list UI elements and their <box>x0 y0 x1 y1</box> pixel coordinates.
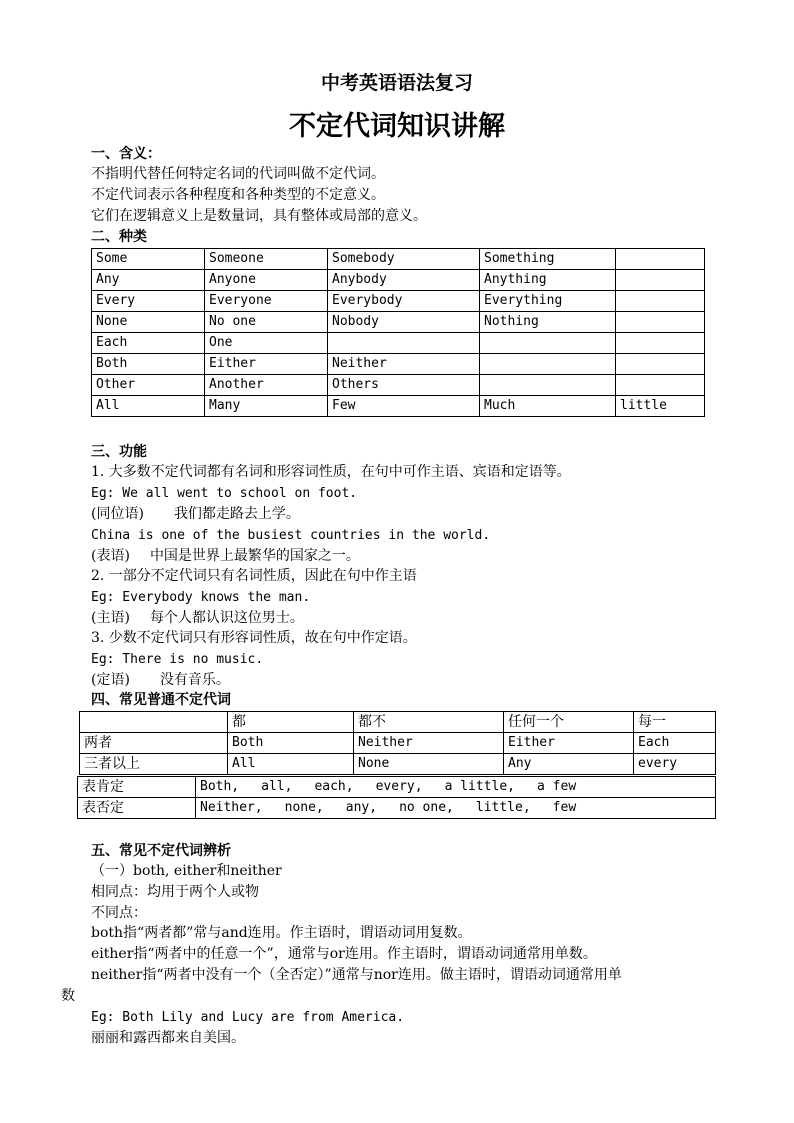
doc-subtitle: 不定代词知识讲解 <box>289 111 505 142</box>
affirm-label: 表肯定 <box>78 777 196 798</box>
table-cell: Somebody <box>328 249 480 270</box>
common-pronouns-body <box>80 712 716 775</box>
section4-heading: 四、常见普通不定代词 <box>91 692 231 708</box>
pronoun-types-table <box>91 248 705 417</box>
table-row <box>92 396 705 417</box>
table-cell: Each <box>92 333 205 354</box>
example-sentence: Eg: There is no music. <box>91 652 264 667</box>
negate-row <box>78 798 716 819</box>
function-point-1: 1. 大多数不定代词都有名词和形容词性质，在句中可作主语、宾语和定语等。 <box>91 464 571 480</box>
pronoun-word: little, <box>475 800 531 815</box>
table-cell: Either <box>504 733 634 754</box>
table-cell: Any <box>504 754 634 775</box>
example-chinese: 丽丽和露西都来自美国。 <box>91 1030 245 1046</box>
example-tag: (主语) <box>91 610 130 626</box>
table-cell: Everybody <box>328 291 480 312</box>
example-translation <box>91 670 230 691</box>
table-cell: No one <box>205 312 328 333</box>
example-translation <box>91 608 304 629</box>
table-row <box>92 270 705 291</box>
table-header-cell: 都 <box>228 712 354 733</box>
affirm-row <box>78 777 716 798</box>
pronoun-word: no one, <box>399 800 454 815</box>
section3-heading: 三、功能 <box>91 444 147 460</box>
table-cell: Anybody <box>328 270 480 291</box>
table-cell: Both <box>92 354 205 375</box>
pronoun-word: any, <box>345 800 378 815</box>
table-cell: Some <box>92 249 205 270</box>
table-cell: Either <box>205 354 328 375</box>
neither-explanation-cont: 数 <box>61 988 75 1004</box>
table-row <box>80 754 716 775</box>
example-sentence: Eg: Both Lily and Lucy are from America. <box>91 1010 405 1025</box>
pronoun-types-body <box>92 249 705 417</box>
pronoun-word: few <box>552 800 577 815</box>
pronoun-word: Both, <box>200 779 240 794</box>
doc-title: 中考英语语法复习 <box>320 72 473 94</box>
table-cell <box>328 333 480 354</box>
example-chinese: 我们都走路去上学。 <box>173 506 300 522</box>
either-explanation: either指“两者中的任意一个”，通常与or连用。作主语时，谓语动词通常用单数。 <box>91 946 597 962</box>
table-cell: Anything <box>480 270 616 291</box>
pronoun-word: every, <box>375 779 423 794</box>
table-cell: Anyone <box>205 270 328 291</box>
function-point-3: 3. 少数不定代词只有形容词性质，故在句中作定语。 <box>91 630 417 646</box>
common-pronouns-table <box>79 711 716 775</box>
pronoun-word: a little, <box>444 779 516 794</box>
table-cell <box>480 354 616 375</box>
both-explanation: both指“两者都”常与and连用。作主语时，谓语动词用复数。 <box>91 925 472 941</box>
table-cell: Another <box>205 375 328 396</box>
table-header-cell: 每一 <box>634 712 716 733</box>
table-cell: every <box>634 754 716 775</box>
table-header-cell <box>80 712 228 733</box>
table-cell: little <box>616 396 705 417</box>
example-sentence: China is one of the busiest countries in the world. <box>91 528 491 543</box>
example-chinese: 每个人都认识这位男士。 <box>149 610 304 626</box>
example-translation <box>91 504 300 525</box>
example-tag: (同位语) <box>91 506 144 522</box>
table-header-cell: 都不 <box>354 712 504 733</box>
table-cell <box>616 249 705 270</box>
similarity-text: 相同点：均用于两个人或物 <box>91 884 259 900</box>
table-cell <box>616 291 705 312</box>
function-point-2: 2. 一部分不定代词只有名词性质，因此在句中作主语 <box>91 568 417 584</box>
table-row <box>92 249 705 270</box>
table-cell <box>480 333 616 354</box>
example-chinese: 中国是世界上最繁华的国家之一。 <box>149 548 360 564</box>
table-cell: None <box>354 754 504 775</box>
difference-label: 不同点： <box>91 905 147 921</box>
table-cell: 两者 <box>80 733 228 754</box>
table-row <box>92 291 705 312</box>
table-cell <box>616 270 705 291</box>
section2-heading: 二、种类 <box>91 229 147 245</box>
table-cell: Neither <box>328 354 480 375</box>
table-cell: All <box>228 754 354 775</box>
section1-line: 它们在逻辑意义上是数量词，具有整体或局部的意义。 <box>91 208 427 224</box>
section1-heading: 一、含义： <box>91 146 161 162</box>
negate-words <box>196 798 716 819</box>
table-row <box>92 354 705 375</box>
negate-label: 表否定 <box>78 798 196 819</box>
table-header-cell: 任何一个 <box>504 712 634 733</box>
table-cell: Something <box>480 249 616 270</box>
pronoun-word: each, <box>314 779 354 794</box>
table-cell: Other <box>92 375 205 396</box>
pronoun-word: Neither, <box>200 800 263 815</box>
section1-line: 不定代词表示各种程度和各种类型的不定意义。 <box>91 187 385 203</box>
table-cell <box>480 375 616 396</box>
table-cell <box>616 333 705 354</box>
table-cell: Few <box>328 396 480 417</box>
table-cell: Neither <box>354 733 504 754</box>
table-cell: Much <box>480 396 616 417</box>
table-cell <box>616 354 705 375</box>
table-cell: Many <box>205 396 328 417</box>
pronoun-word: a few <box>537 779 577 794</box>
table-cell: Both <box>228 733 354 754</box>
table-cell: Every <box>92 291 205 312</box>
table-cell: Any <box>92 270 205 291</box>
table-cell: Others <box>328 375 480 396</box>
pronoun-word: none, <box>284 800 324 815</box>
table-cell: None <box>92 312 205 333</box>
table-cell: Someone <box>205 249 328 270</box>
example-tag: (定语) <box>91 672 130 688</box>
table-row <box>92 312 705 333</box>
table-cell: All <box>92 396 205 417</box>
example-chinese: 没有音乐。 <box>159 672 230 688</box>
table-cell: Nothing <box>480 312 616 333</box>
section1-line: 不指明代替任何特定名词的代词叫做不定代词。 <box>91 166 385 182</box>
table-cell <box>616 375 705 396</box>
table-row <box>80 733 716 754</box>
affirm-words <box>196 777 716 798</box>
example-translation <box>91 546 360 567</box>
table-cell: Everything <box>480 291 616 312</box>
subsection-title: （一）both, either和neither <box>91 863 282 879</box>
section5-heading: 五、常见不定代词辨析 <box>91 843 231 859</box>
table-cell: Nobody <box>328 312 480 333</box>
table-row <box>92 375 705 396</box>
affirm-negate-table <box>77 776 716 819</box>
table-cell: 三者以上 <box>80 754 228 775</box>
example-sentence: Eg: We all went to school on foot. <box>91 486 358 501</box>
table-cell: Everyone <box>205 291 328 312</box>
table-row <box>92 333 705 354</box>
table-cell <box>616 312 705 333</box>
table-cell: One <box>205 333 328 354</box>
table-cell: Each <box>634 733 716 754</box>
example-tag: (表语) <box>91 548 130 564</box>
example-sentence: Eg: Everybody knows the man. <box>91 590 311 605</box>
table-header-row <box>80 712 716 733</box>
neither-explanation: neither指“两者中没有一个（全否定）”通常与nor连用。做主语时，谓语动词通常用单 <box>91 967 622 983</box>
pronoun-word: all, <box>261 779 293 794</box>
